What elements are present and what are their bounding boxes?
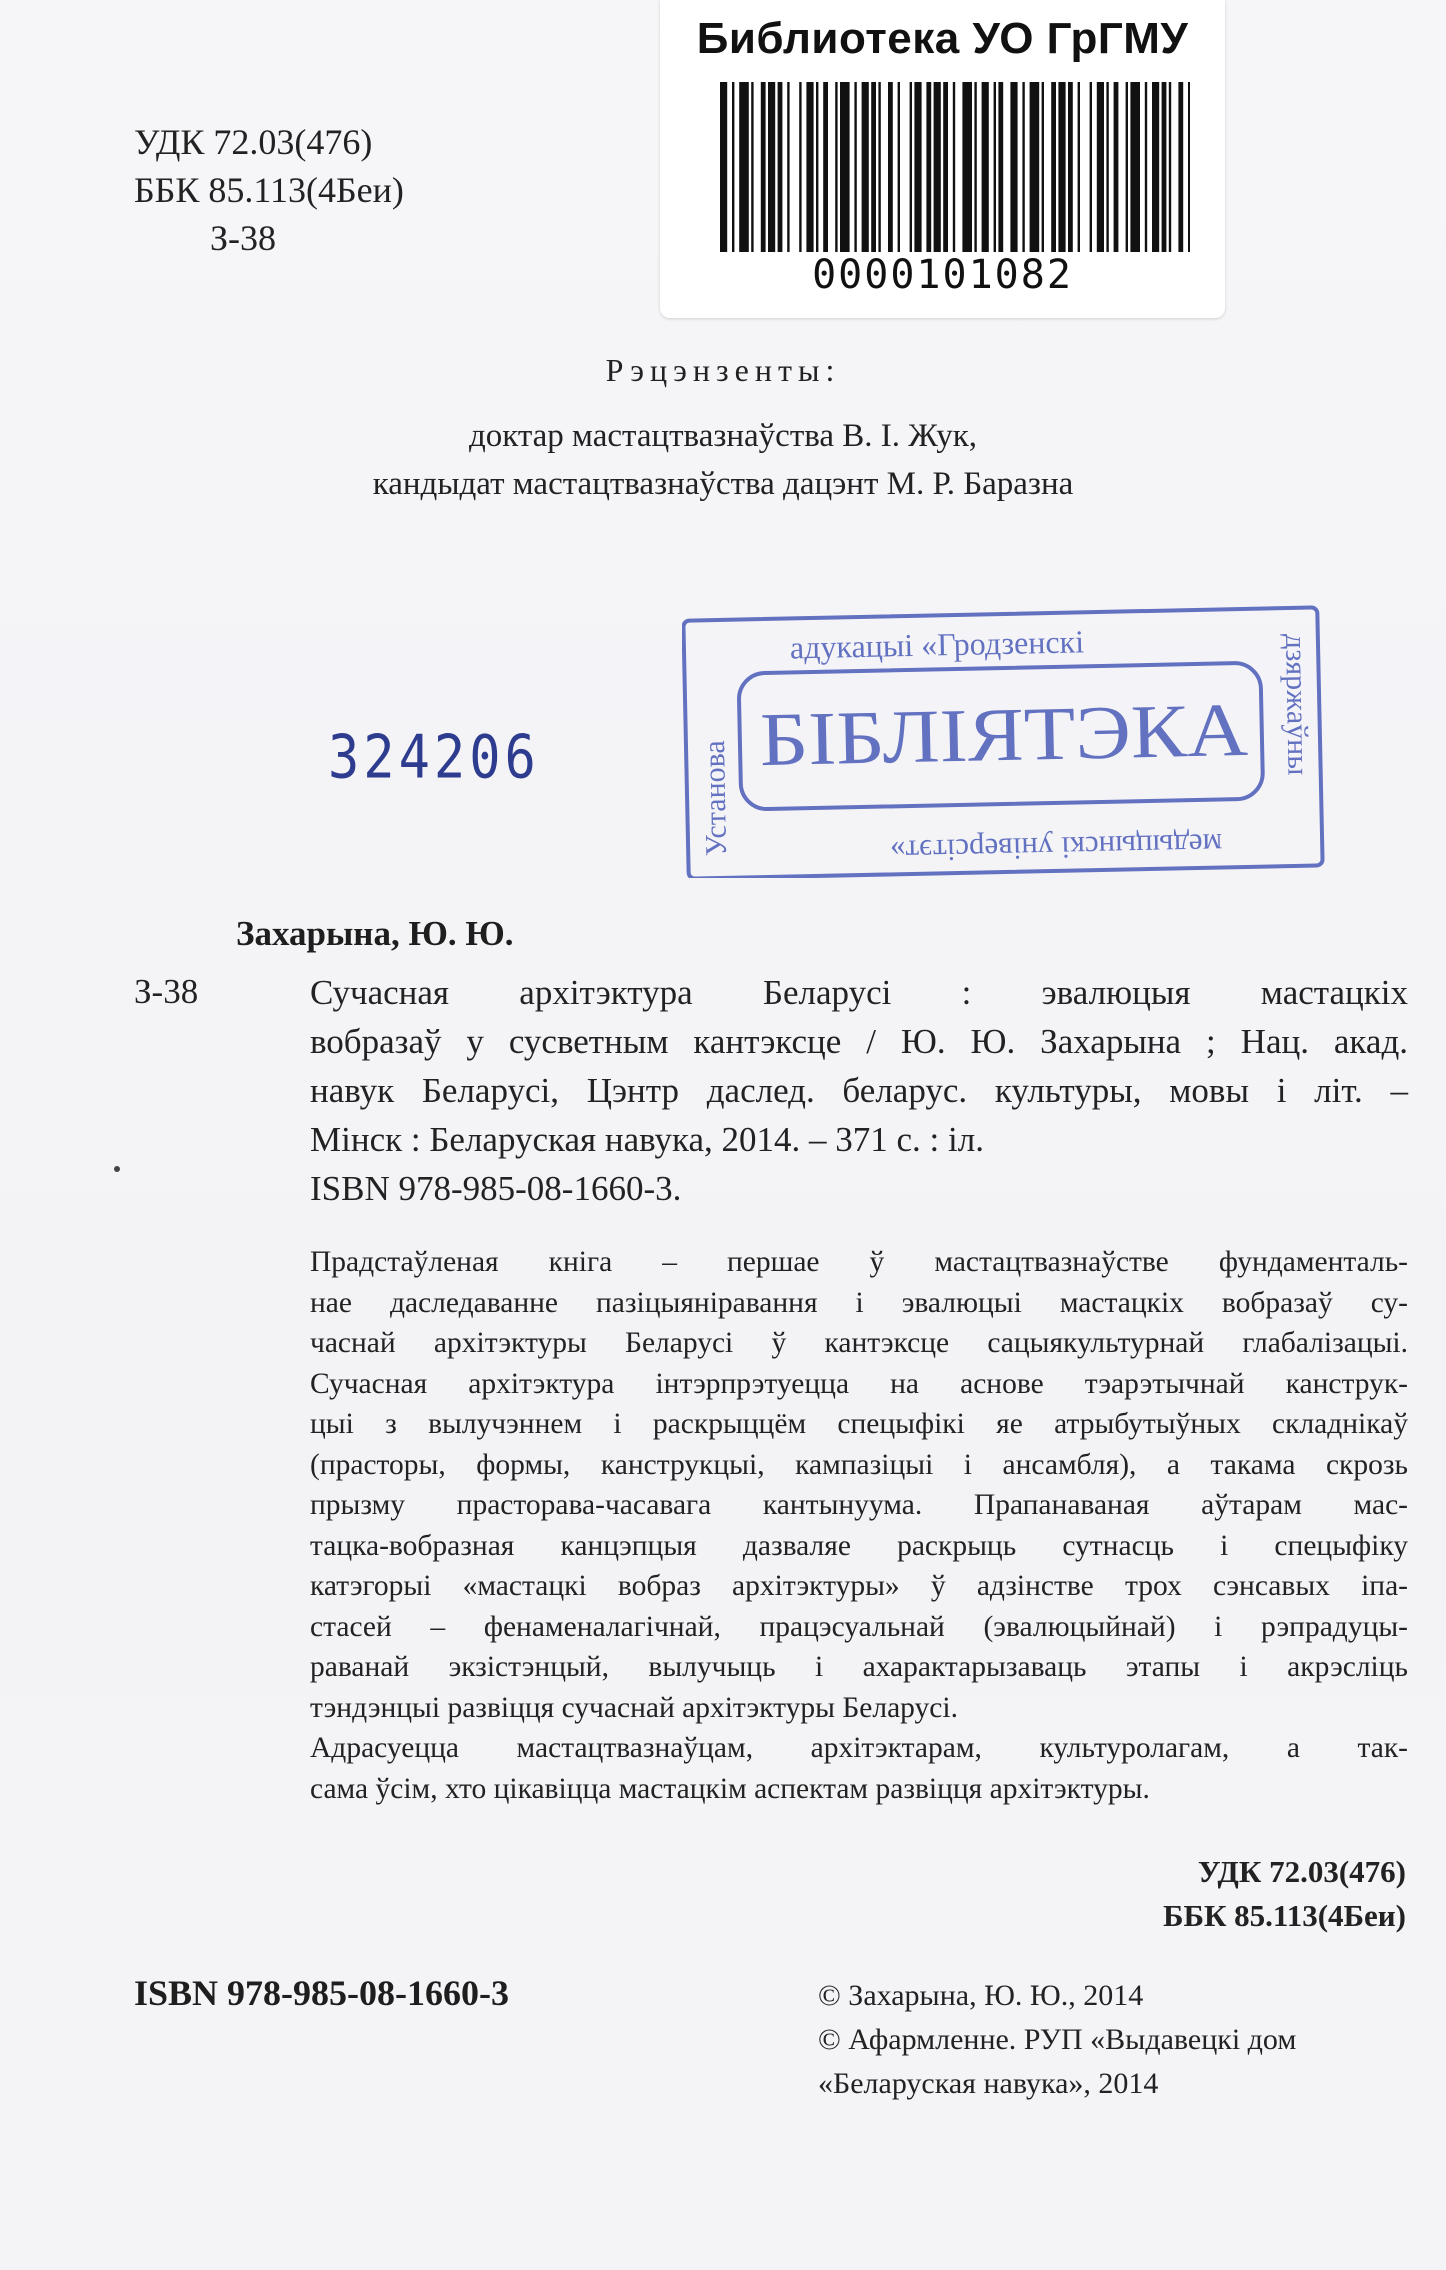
biblio-line: Сучасная архітэктура Беларусі : эвалюцыя мастацкіх — [310, 973, 1408, 1012]
annotation-line: (прасторы, формы, канструкцыі, кампазіцыі і ансамбля), а такама скрозь — [310, 1448, 1408, 1481]
sticker-title: Библиотека УО ГрГМУ — [696, 14, 1189, 63]
entry-author: Захарына, Ю. Ю. — [236, 914, 514, 953]
author-mark: З-38 — [210, 218, 277, 258]
biblio-line: вобразаў у сусветным кантэксце / Ю. Ю. Захарына ; Нац. акад. — [310, 1022, 1408, 1061]
stamp-top-text: адукацыі «Гродзенскі — [789, 623, 1085, 666]
annotation-line: нае даследаванне пазіцыяніравання і эвалюцыі мастацкіх вобразаў су- — [310, 1286, 1408, 1319]
library-stamp — [682, 600, 1328, 878]
udk-block-top — [134, 118, 404, 262]
annotation-line: Сучасная архітэктура інтэрпрэтуецца на аснове тэарэтычнай канструк- — [310, 1367, 1408, 1400]
annotation-line: прызму прасторава-часавага кантынуума. Прапанаваная аўтарам мас- — [310, 1489, 1408, 1521]
stamp-center-text: БІБЛІЯТЭКА — [759, 688, 1202, 783]
annotation-paragraph-2 — [310, 1728, 1408, 1809]
annotation-line: цыі з вылучэннем і раскрыццём спецыфікі яе атрыбутыўных складнікаў — [310, 1408, 1408, 1440]
annotation-line: сама ўсім, хто цікавіцца мастацкім аспектам развіцця архітэктуры. — [310, 1772, 1150, 1805]
copyright-block — [818, 1974, 1296, 2106]
bibliographic-description — [310, 968, 1408, 1213]
reviewer-2: кандыдат мастацтвазнаўства дацэнт М. Р. Баразна — [372, 466, 1074, 502]
barcode-graphic — [720, 82, 1190, 252]
udk-block-bottom — [1163, 1850, 1406, 1938]
annotation-line: тэндэнцыі развіцця сучаснай архітэктуры Беларусі. — [310, 1691, 958, 1724]
annotation — [310, 1242, 1408, 1809]
inventory-number: 324206 — [328, 723, 540, 793]
udk-code: УДК 72.03(476) — [134, 122, 373, 162]
annotation-line: тацка-вобразная канцэпцыя дазваляе раскрыць сутнасць і спецыфіку — [310, 1529, 1408, 1562]
copyright-author: © Захарына, Ю. Ю., 2014 — [818, 1979, 1144, 2012]
bbk-code-bottom: ББК 85.113(4Беи) — [1162, 1898, 1406, 1933]
copyright-design: © Афармленне. РУП «Выдавецкі дом — [818, 2023, 1297, 2056]
isbn: ISBN 978-985-08-1660-3 — [134, 1973, 509, 2013]
library-barcode-sticker — [660, 0, 1225, 318]
annotation-line: раванай экзістэнцый, вылучыць і ахарактарызаваць этапы і акрэсліць — [310, 1651, 1408, 1683]
annotation-paragraph-1 — [310, 1242, 1408, 1728]
stamp-bottom-text: медыцынскі універсітэт» — [889, 827, 1223, 869]
annotation-line: стасей – фенаменалагічнай, працэсуальнай (эвалюцыйнай) і рэпрадуцы- — [310, 1610, 1408, 1643]
reviewers-title: Рэцэнзенты: — [605, 352, 841, 388]
annotation-line: катэгорыі «мастацкі вобраз архітэктуры» ў адзінстве трох сэнсавых іпа- — [310, 1570, 1408, 1602]
copyright-publisher: «Беларуская навука», 2014 — [818, 2067, 1159, 2100]
biblio-isbn: ISBN 978-985-08-1660-3. — [310, 1169, 682, 1208]
stamp-right-text: дзяржаўны — [1279, 633, 1315, 776]
barcode-number: 0000101082 — [812, 252, 1073, 298]
entry-author-mark: З-38 — [134, 972, 199, 1011]
annotation-line: Прадстаўленая кніга – першае ў мастацтвазнаўстве фундаменталь- — [310, 1246, 1408, 1278]
annotation-line: часнай архітэктуры Беларусі ў кантэксце сацыякультурнай глабалізацыі. — [310, 1327, 1408, 1359]
biblio-line: навук Беларусі, Цэнтр даслед. беларус. культуры, мовы і літ. – — [310, 1071, 1408, 1110]
biblio-line: Мінск : Беларуская навука, 2014. – 371 с. : іл. — [310, 1120, 984, 1159]
udk-code-bottom: УДК 72.03(476) — [1197, 1854, 1406, 1889]
reviewer-1: доктар мастацтвазнаўства В. І. Жук, — [468, 418, 978, 454]
annotation-line: Адрасуецца мастацтвазнаўцам, архітэктарам, культуролагам, а так- — [310, 1732, 1408, 1764]
print-speck — [114, 1166, 120, 1172]
bbk-code: ББК 85.113(4Беи) — [134, 170, 404, 210]
stamp-left-text: Установа — [697, 740, 733, 857]
